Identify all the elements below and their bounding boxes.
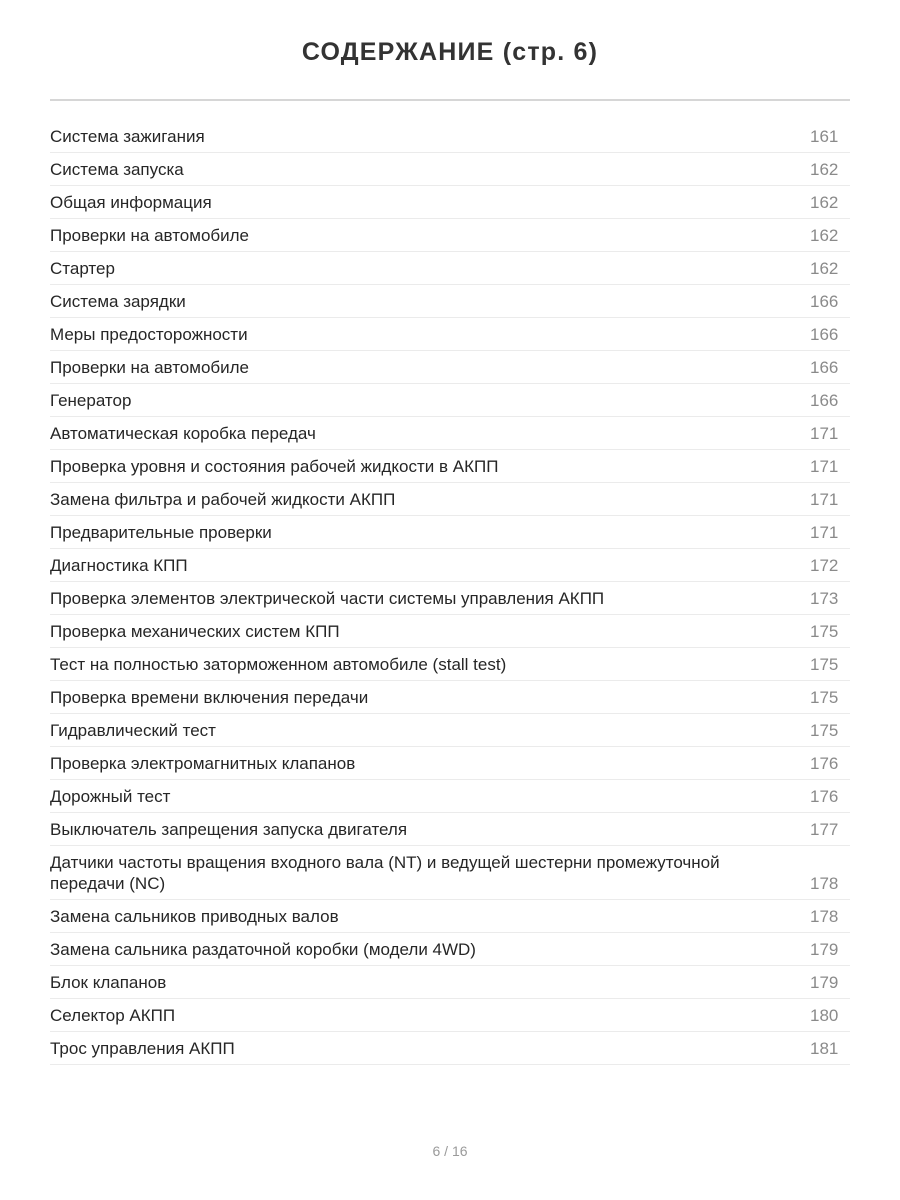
- toc-entry[interactable]: [50, 933, 850, 966]
- toc-entry[interactable]: [50, 549, 850, 582]
- toc-entry[interactable]: [50, 1032, 850, 1065]
- toc-entry[interactable]: [50, 813, 850, 846]
- toc-entry[interactable]: [50, 153, 850, 186]
- toc-entry-page: 180: [810, 1006, 839, 1025]
- toc-entry[interactable]: [50, 747, 850, 780]
- toc-entry-title: Проверка электромагнитных клапанов: [50, 754, 356, 773]
- toc-entry-page: 171: [810, 457, 839, 476]
- toc-entry-title: Проверка уровня и состояния рабочей жидкости в АКПП: [50, 457, 499, 476]
- toc-entry[interactable]: [50, 219, 850, 252]
- toc-entry-page: 176: [810, 754, 839, 773]
- toc-entry-page: 172: [810, 556, 839, 575]
- toc-entry-page: 162: [810, 193, 839, 212]
- title-divider: [50, 99, 850, 101]
- toc-entry-page: 173: [810, 589, 839, 608]
- toc-entry-page: 162: [810, 259, 839, 278]
- toc-entry[interactable]: [50, 966, 850, 999]
- toc-entry-title: Система зажигания: [50, 127, 205, 146]
- toc-entry-page: 162: [810, 226, 839, 245]
- toc-entry[interactable]: [50, 681, 850, 714]
- toc-entry[interactable]: [50, 780, 850, 813]
- toc-entry-page: 176: [810, 787, 839, 806]
- toc-entry[interactable]: [50, 615, 850, 648]
- toc-entry-page: 161: [810, 127, 839, 146]
- toc-entry-title: Система запуска: [50, 160, 184, 179]
- page-title: СОДЕРЖАНИЕ (стр. 6): [301, 38, 599, 66]
- toc-entry-page: 162: [810, 160, 839, 179]
- toc-entry[interactable]: [50, 384, 850, 417]
- toc-entry-page: 171: [810, 490, 839, 509]
- page-indicator: 6 / 16: [432, 1143, 468, 1159]
- toc-entry[interactable]: [50, 900, 850, 933]
- toc-entry[interactable]: [50, 483, 850, 516]
- toc-entry[interactable]: [50, 186, 850, 219]
- toc-entry[interactable]: [50, 318, 850, 351]
- toc-entry-page: 166: [810, 292, 839, 311]
- toc-entry[interactable]: [50, 351, 850, 384]
- toc-entry-page: 166: [810, 358, 839, 377]
- toc-entry-title: Дорожный тест: [50, 787, 171, 806]
- toc-entry[interactable]: [50, 714, 850, 747]
- toc-entry[interactable]: [50, 252, 850, 285]
- toc-entry-page: 166: [810, 325, 839, 344]
- toc-entry-title: Генератор: [50, 391, 132, 410]
- toc-entry-title: Проверки на автомобиле: [50, 358, 250, 377]
- toc-entry-page: 179: [810, 973, 839, 992]
- toc-entry-title: Блок клапанов: [50, 973, 167, 992]
- toc-entry-page: 166: [810, 391, 839, 410]
- toc-entry-title: Проверки на автомобиле: [50, 226, 250, 245]
- toc-entry-title: Меры предосторожности: [50, 325, 248, 344]
- toc-entry-page: 171: [810, 424, 839, 443]
- toc-entry-title: Замена сальников приводных валов: [50, 907, 339, 926]
- toc-entry-title: Датчики частоты вращения входного вала (NT) и ведущей шестерни промежуточной передачи (NC): [50, 853, 720, 893]
- toc-entry-title: Предварительные проверки: [50, 523, 272, 542]
- toc-entry[interactable]: [50, 648, 850, 681]
- toc-entry-title: Стартер: [50, 259, 115, 278]
- toc-entry-title: Замена фильтра и рабочей жидкости АКПП: [50, 490, 396, 509]
- toc-entry-title: Проверка механических систем КПП: [50, 622, 340, 641]
- toc-entry-page: 175: [810, 688, 839, 707]
- toc-entry-title: Общая информация: [50, 193, 212, 212]
- toc-entry[interactable]: [50, 582, 850, 615]
- toc-entry-page: 181: [810, 1039, 839, 1058]
- toc-entry-title: Проверка элементов электрической части системы управления АКПП: [50, 589, 605, 608]
- toc-entry[interactable]: [50, 285, 850, 318]
- toc-entry-title: Диагностика КПП: [50, 556, 188, 575]
- toc-entry-page: 179: [810, 940, 839, 959]
- toc-entry-title: Замена сальника раздаточной коробки (модели 4WD): [50, 940, 476, 959]
- toc-list: [50, 120, 850, 1065]
- toc-entry-title: Выключатель запрещения запуска двигателя: [50, 820, 408, 839]
- toc-entry-page: 178: [810, 874, 839, 893]
- toc-entry-title: Автоматическая коробка передач: [50, 424, 316, 443]
- toc-entry-page: 177: [810, 820, 839, 839]
- toc-entry[interactable]: [50, 846, 850, 900]
- toc-entry-page: 178: [810, 907, 839, 926]
- toc-entry-title: Система зарядки: [50, 292, 186, 311]
- toc-entry[interactable]: [50, 999, 850, 1032]
- toc-entry-title: Гидравлический тест: [50, 721, 216, 740]
- toc-entry[interactable]: [50, 450, 850, 483]
- toc-entry-page: 175: [810, 622, 839, 641]
- toc-entry[interactable]: [50, 516, 850, 549]
- toc-entry-title: Проверка времени включения передачи: [50, 688, 369, 707]
- toc-entry-page: 175: [810, 655, 839, 674]
- toc-entry-title: Трос управления АКПП: [50, 1039, 235, 1058]
- toc-entry[interactable]: [50, 417, 850, 450]
- toc-entry-title: Селектор АКПП: [50, 1006, 176, 1025]
- toc-entry-page: 175: [810, 721, 839, 740]
- toc-entry-page: 171: [810, 523, 839, 542]
- toc-entry-title: Тест на полностью заторможенном автомобиле (stall test): [50, 655, 507, 674]
- toc-entry[interactable]: [50, 120, 850, 153]
